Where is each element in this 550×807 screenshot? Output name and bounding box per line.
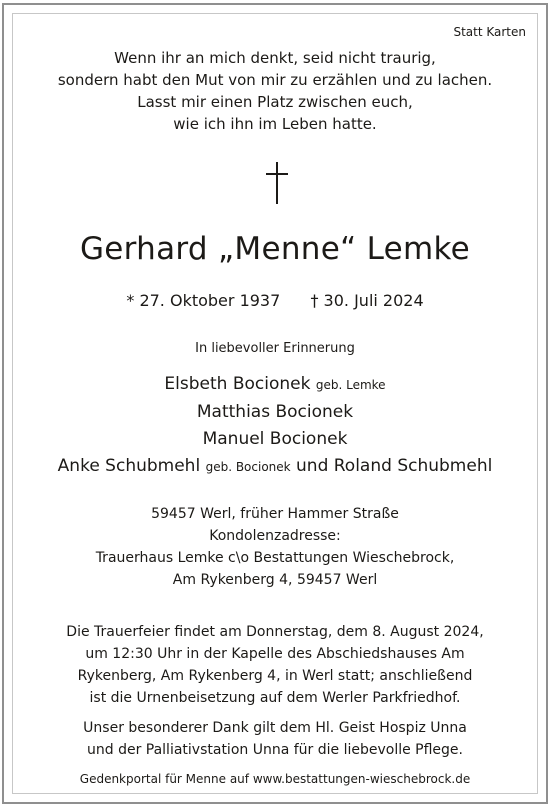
family-member-row [4, 426, 546, 453]
family-member-name: Anke Schubmehl [57, 456, 201, 476]
thanks-line: und der Palliativstation Unna für die liebevolle Pflege. [86, 742, 463, 758]
cross-horizontal-bar [266, 173, 288, 175]
family-member-name: Matthias Bocionek [196, 402, 354, 422]
birth-date: * 27. Oktober 1937 [126, 291, 281, 310]
condolence-label: Kondolenzadresse: [209, 528, 341, 544]
memorial-portal-link[interactable]: Gedenkportal für Menne auf www.bestattungen-wieschebrock.de [79, 772, 471, 786]
address-block [4, 503, 546, 591]
latin-cross-icon [266, 162, 290, 204]
funeral-line: um 12:30 Uhr in der Kapelle des Abschiedshauses Am [85, 646, 465, 662]
funeral-line: Rykenberg, Am Rykenberg 4, in Werl statt; anschließend [77, 668, 473, 684]
condolence-address-line: Am Rykenberg 4, 59457 Werl [172, 572, 378, 588]
death-date: † 30. Juli 2024 [310, 291, 424, 310]
obituary-card [2, 3, 548, 804]
family-member-name: Elsbeth Bocionek [164, 374, 311, 394]
poem-line: Lasst mir einen Platz zwischen euch, [137, 93, 413, 111]
poem-line: wie ich ihn im Leben hatte. [173, 115, 377, 133]
location-line: 59457 Werl, früher Hammer Straße [151, 506, 399, 522]
memory-phrase: In liebevoller Erinnerung [195, 341, 355, 356]
family-member-row [4, 371, 546, 399]
funeral-details [4, 621, 546, 709]
life-dates [4, 290, 546, 312]
family-member-name: Manuel Bocionek [202, 429, 348, 449]
statt-karten-label: Statt Karten [453, 25, 526, 39]
thanks-line: Unser besonderer Dank gilt dem Hl. Geist Hospiz Unna [83, 720, 467, 736]
poem-line: Wenn ihr an mich denkt, seid nicht traurig, [114, 49, 436, 67]
poem-line: sondern habt den Mut von mir zu erzählen und zu lachen. [57, 71, 493, 89]
funeral-line: Die Trauerfeier findet am Donnerstag, dem 8. August 2024, [66, 624, 484, 640]
memorial-poem [4, 47, 546, 135]
family-member-partner: und Roland Schubmehl [296, 456, 493, 476]
funeral-line: ist die Urnenbeisetzung auf dem Werler Parkfriedhof. [89, 690, 461, 706]
family-member-row [4, 453, 546, 481]
birth-name: geb. Bocionek [205, 460, 291, 474]
birth-name: geb. Lemke [315, 378, 386, 392]
cross-vertical-bar [276, 162, 278, 204]
condolence-address-line: Trauerhaus Lemke c\o Bestattungen Wieschebrock, [95, 550, 455, 566]
family-member-row [4, 399, 546, 426]
family-list [4, 371, 546, 481]
thanks-note [4, 717, 546, 761]
deceased-name: Gerhard „Menne“ Lemke [79, 231, 471, 267]
